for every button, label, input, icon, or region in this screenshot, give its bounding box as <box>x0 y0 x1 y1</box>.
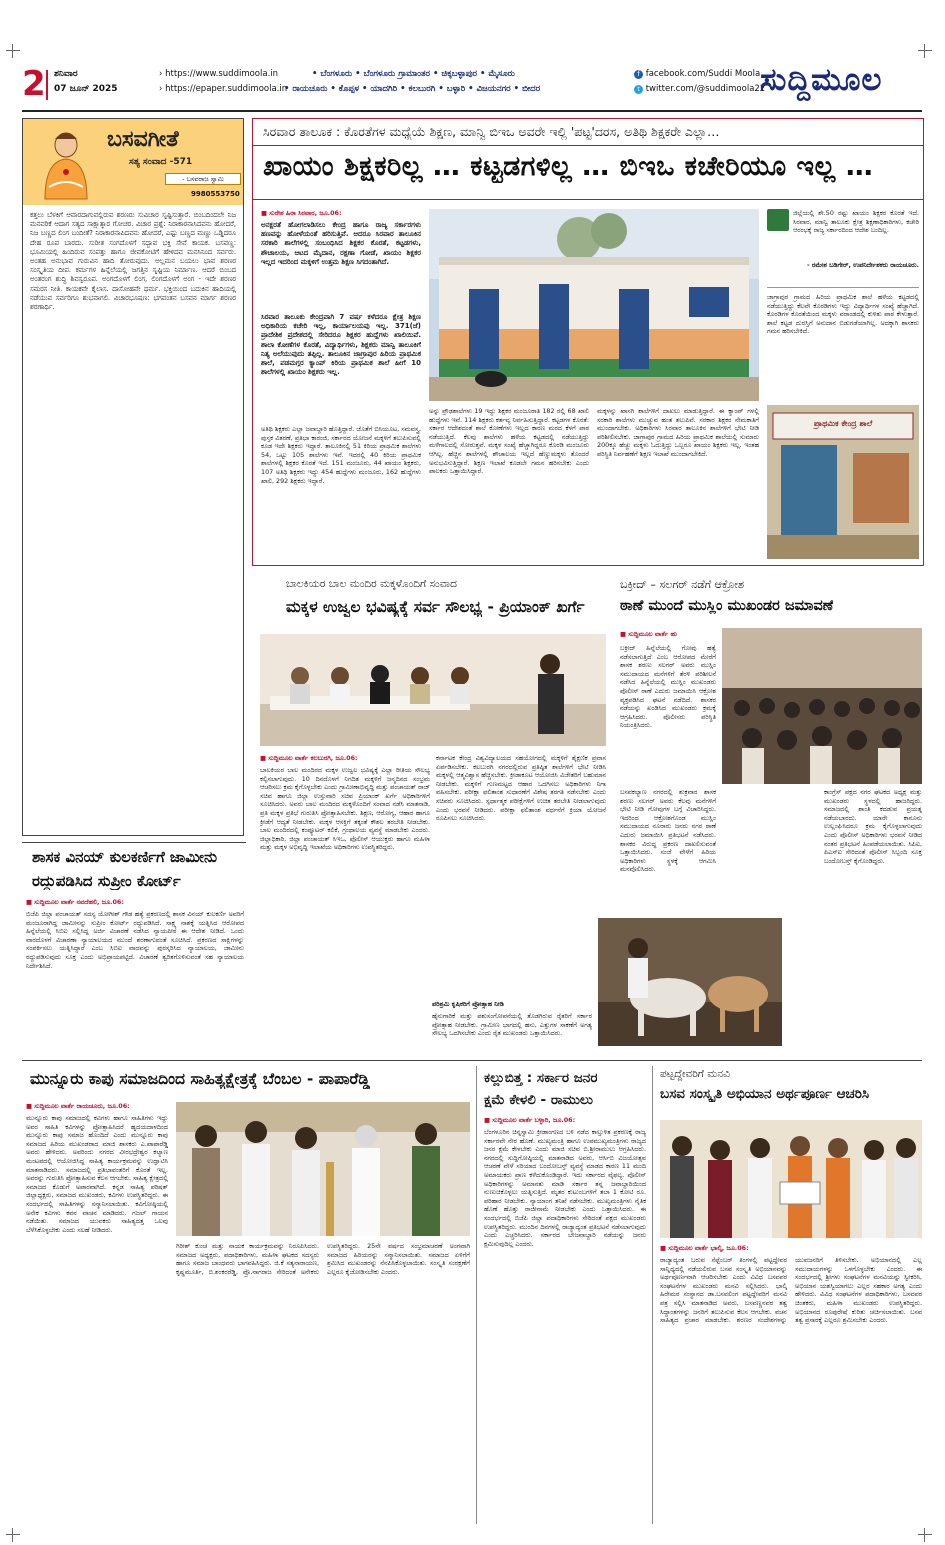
ramulu-story <box>480 1066 648 1524</box>
ramulu-byline: ■ ಸುದ್ದಿಮೂಲ ವಾರ್ತೆ ಬಳ್ಳಾರಿ, ಜೂ.06: <box>484 1116 576 1124</box>
basavageethe-author-bar: - ಬಸವರಾಜ ಸ್ವಾಮಿ <box>165 173 241 185</box>
schools-quote: ಜಿಲ್ಲೆಯಲ್ಲಿ ಶೇ.50 ರಷ್ಟು ಖಾಯಂ ಶಿಕ್ಷಕರ ಕೊರತೆ ಇದೆ. ಸಿರವಾರ, ಮಾನ್ವಿ ತಾಲೂಕು ಕ್ಷೇತ್ರ ಶಿಕ್ಷಣಾಧಿಕಾರಿಗಳು, ಕಚೇರಿ ಆರಂಭಕ್ಕೆ ರಾಜ್ಯ ಸರ್ಕಾರದಿಂದ ಆದೇಶ ಬಂದಿಲ್ಲ. <box>793 209 919 235</box>
basava-abhiyana-story <box>656 1066 924 1524</box>
abhiyana-kicker: ಪಟ್ಟದ್ದೇವರಿಗೆ ಮನವಿ <box>660 1068 730 1080</box>
cities-row-1: • ಬೆಂಗಳೂರು • ಬೆಂಗಳೂರು ಗ್ರಾಮಾಂತರ • ಚಿಕ್ಕಬಳ್ಳಾಪುರ • ಮೈಸೂರು <box>312 69 515 79</box>
farm-kicker: ಪರಿಶ್ರಮಿ ಕೃಷಿಕರಿಗೆ ಪ್ರೋತ್ಸಾಹ ನೀಡಿ <box>432 1000 504 1008</box>
basavanna-illustration <box>31 127 101 201</box>
bakrid-body-2: ಬಸವಕಲ್ಯಾಣ ನಗರದಲ್ಲಿ ಶುಕ್ರವಾರ ಶಾಸಕ ಶರಣು ಸಲಗರ್ ಅವರು ಕೆಲವು ಮನೆಗಳಿಗೆ ಭೇಟಿ ನೀಡಿ ಗೋವುಗಳ ಬಗ್ಗೆ ವಿಚಾರಿಸಿದ್ದರು. ಇದರಿಂದ ಆಕ್ರೋಶಗೊಂಡ ಮುಸ್ಲಿಂ ಸಮುದಾಯದ ನೂರಾರು ಜನರು ನಗರ ಠಾಣೆ ಎದುರು ಜಮಾಯಿಸಿ ಪ್ರತಿಭಟನೆ ನಡೆಸಿದರು. ಶಾಸಕರ ವಿರುದ್ಧ ಪ್ರಕರಣ ದಾಖಲಿಸುವಂತೆ ಒತ್ತಾಯಿಸಿದರು. ಸಂಜೆ ವೇಳೆಗೆ ಹಿರಿಯ ಅಧಿಕಾರಿಗಳು ಸ್ಥಳಕ್ಕೆ ಆಗಮಿಸಿ ಮನವೊಲಿಸಿದರು. <box>620 788 716 874</box>
farm-body: ಹೈನುಗಾರಿಕೆ ಮತ್ತು ಪಶುಸಂಗೋಪನೆಯಲ್ಲಿ ತೊಡಗಿರುವ ರೈತರಿಗೆ ಸರ್ಕಾರ ಪ್ರೋತ್ಸಾಹ ನೀಡಬೇಕು. ಗ್ರಾಮೀಣ ಭಾಗದಲ್ಲಿ ಹಸು, ಎತ್ತುಗಳ ಸಾಕಣೆಗೆ ಅಗತ್ಯ ಸೌಲಭ್ಯ ಒದಗಿಸಬೇಕು ಎಂದು ರೈತ ಮುಖಂಡರು ಒತ್ತಾಯಿಸಿದರು. <box>432 1012 592 1038</box>
schools-headline: ಖಾಯಂ ಶಿಕ್ಷಕರಿಲ್ಲ … ಕಟ್ಟಡಗಳಿಲ್ಲ … ಬಿಇಒ ಕಚೇರಿಯೂ ಇಲ್ಲ … <box>263 151 874 182</box>
kharge-meeting-photo <box>260 634 606 746</box>
kapu-event-photo <box>176 1102 470 1236</box>
basavageethe-box <box>22 118 244 836</box>
website-link[interactable]: › https://www.suddimoola.in <box>159 69 279 79</box>
ramulu-headline-1: ಕಲ್ಲುಬಿತ್ತ : ಸರ್ಕಾರ ಜನರ <box>484 1070 598 1086</box>
ramulu-headline-2: ಕ್ಷಮೆ ಕೇಳಲಿ - ರಾಮುಲು <box>484 1092 593 1108</box>
crowd-photo <box>722 628 922 784</box>
header-rule <box>22 110 922 112</box>
kulkarni-byline: ■ ಸುದ್ದಿಮೂಲ ವಾರ್ತೆ ನವದೆಹಲಿ, ಜೂ.06: <box>26 898 124 906</box>
kharge-story <box>252 578 610 1052</box>
cattle-photo <box>598 918 782 1046</box>
bakrid-kicker: ಬಕ್ರೀದ್ – ಸಲಗರ್ ನಡೆಗೆ ಆಕ್ರೋಶ <box>620 578 744 591</box>
schools-body-1: ಸಿರವಾರ ತಾಲೂಕು ಕೇಂದ್ರವಾಗಿ 7 ವರ್ಷ ಕಳೆದರೂ ಕ್ಷೇತ್ರ ಶಿಕ್ಷಣ ಅಧಿಕಾರಿಯ ಕಚೇರಿ ಇಲ್ಲ, ಕಾರ್ಯಾಲಯವು ಇಲ್ಲ. 371(ಜೆ) ಪ್ರಾದೇಶಿಕ ಪ್ರದೇಶದಲ್ಲಿ ಸೇರಿದರೂ ಶಿಕ್ಷಕರ ಹುದ್ದೆಗಳು ಖಾಲಿಯಿವೆ. ಶಾಲಾ ಕೋಣೆಗಳ ಕೊರತೆ, ವಿದ್ಯಾರ್ಥಿಗಳು, ಶಿಕ್ಷಕರು ಮಾನ್ವಿ ತಾಲೂಕಿಗೆ ನಿತ್ಯ ಅಲೆಯುವುದು ತಪ್ಪಿಲ್ಲ. ತಾಲೂಕಿನ ಜಾಗ್ರಾಪುರ ಹಿರಿಯ ಪ್ರಾಥಮಿಕ ಶಾಲೆ, ಪಡಮಗ್ಗರ ಕ್ಯಾಂಪ್ ಕಿರಿಯ ಪ್ರಾಥಮಿಕ ಶಾಲೆ ಹೀಗೆ 10 ಶಾಲೆಗಳಲ್ಲಿ ಖಾಯಂ ಶಿಕ್ಷಕರು ಇಲ್ಲ. <box>261 313 421 377</box>
crop-mark-bottom-left <box>6 1528 20 1542</box>
schools-side-text: ಜಾಗ್ರಾಪುರ ಗ್ರಾಮದ ಹಿರಿಯ ಪ್ರಾಥಮಿಕ ಶಾಲೆ ಹಳೆಯ ಕಟ್ಟಡದಲ್ಲಿ ನಡೆಯುತ್ತಿದ್ದು ಕೆಲವೇ ಕೊಠಡಿಗಳು ಇದ್ದು ವಿದ್ಯಾರ್ಥಿಗಳ ಸಂಖ್ಯೆ ಹೆಚ್ಚಾಗಿದೆ. ಕೊಠಡಿಗಳ ಕೊರತೆಯಿಂದ ಮಕ್ಕಳು ವರಾಂಡದಲ್ಲಿ ಕುಳಿತು ಪಾಠ ಕೇಳುತ್ತಾರೆ. ಶಾಲೆ ಕಟ್ಟಡ ದುರಸ್ತಿಗೆ ಅನುದಾನ ಬಿಡುಗಡೆಯಾಗಿಲ್ಲ. ಅದಕ್ಕಾಗಿ ಶಾಸಕರು ಗಮನ ಹರಿಸಬೇಕಿದೆ. <box>767 293 919 336</box>
arrow-icon: › <box>159 84 166 94</box>
kapu-headline: ಮುನ್ನೂರು ಕಾಪು ಸಮಾಜದಿಂದ ಸಾಹಿತ್ಯಕ್ಷೇತ್ರಕ್ಕೆ ಬೆಂಬಲ - ಪಾಪಾರೆಡ್ಡಿ <box>30 1070 370 1088</box>
twitter-icon: t <box>634 85 643 94</box>
kapu-byline: ■ ಸುದ್ದಿಮೂಲ ವಾರ್ತೆ ರಾಯಚೂರು, ಜೂ.06: <box>26 1102 130 1110</box>
basavageethe-title: ಬಸವಗೀತೆ <box>107 127 179 152</box>
cities-row-2: • ರಾಯಚೂರು • ಕೊಪ್ಪಳ • ಯಾದಗಿರಿ • ಕಲಬುರಗಿ • ಬಳ್ಳಾರಿ • ವಿಜಯನಗರ • ಬೀದರ <box>284 84 541 94</box>
issue-day: ಶನಿವಾರ <box>54 69 78 79</box>
schools-body-2: ಅತಿಥಿ ಶಿಕ್ಷಕರು ಎಲ್ಲಾ ಜವಾಬ್ದಾರಿ ಹೊತ್ತಿದ್ದಾರೆ. ಜೊತೆಗೆ ಬಿಸಿಯೂಟ, ಸಮವಸ್ತ್ರ, ಪುಸ್ತಕ ವಿತರಣೆ, ಪ್ರತಿಭಾ ಕಾರಂಜಿ, ಸರ್ಕಾರದ ಯೋಜನೆ ಮಕ್ಕಳಿಗೆ ತಲುಪಿಸುವಲ್ಲಿ ಕೂಡ ಇದೇ ಶಿಕ್ಷಕರು ಇದ್ದಾರೆ. ತಾಲೂಕಿನಲ್ಲಿ 51 ಕಿರಿಯ ಪ್ರಾಥಮಿಕ ಶಾಲೆಗಳು 54, ಒಟ್ಟು 105 ಶಾಲೆಗಳು ಇವೆ. ಇದರಲ್ಲಿ 40 ಕಿರಿಯ ಪ್ರಾಥಮಿಕ ಶಾಲೆಗಳಲ್ಲಿ ಶಿಕ್ಷಕರ ಕೊರತೆ ಇದೆ. 151 ಮಂಜೂರು, 44 ಖಾಯಂ ಶಿಕ್ಷಕರು, 107 ಅತಿಥಿ ಶಿಕ್ಷಕರು ಇದ್ದು 454 ಹುದ್ದೆಗಳು ಮಂಜೂರು, 162 ಹುದ್ದೆಗಳು ಖಾಲಿ, 292 ಶಿಕ್ಷಕರು ಇದ್ದಾರೆ. <box>261 425 421 485</box>
schools-body-4: ಮಕ್ಕಳನ್ನು ಖಾಸಗಿ ಶಾಲೆಗಳಿಗೆ ದಾಖಲು ಮಾಡುತ್ತಿದ್ದಾರೆ. ಈ ಕ್ಯಾಂಪ್ ಗಳಲ್ಲಿ ಸರಕಾರಿ ಶಾಲೆಗಳು ಮುಚ್ಚುವ ಹಂತ ತಲುಪಿವೆ. ಸರಕಾರ ಶಿಕ್ಷಕರ ನೇಮಕಾತಿಗೆ ಮುಂದಾಗಬೇಕು. ಅಧಿಕಾರಿಗಳು ಸಿರವಾರ ತಾಲೂಕಿನ ಶಾಲೆಗಳಿಗೆ ಭೇಟಿ ನೀಡಿ ಪರಿಶೀಲಿಸಬೇಕು. ಜಾಗ್ರಾಪುರ ಗ್ರಾಮದ ಹಿರಿಯ ಪ್ರಾಥಮಿಕ ಶಾಲೆಯಲ್ಲಿ ಸುಮಾರು 200ಕ್ಕೂ ಹೆಚ್ಚು ಮಕ್ಕಳು ಓದುತ್ತಿದ್ದು ಒಬ್ಬರೂ ಖಾಯಂ ಶಿಕ್ಷಕರು ಇಲ್ಲ. ಇಂತಹ ಪರಿಸ್ಥಿತಿ ನಿರ್ವಹಣೆಗೆ ಶಿಕ್ಷಣ ಇಲಾಖೆ ಮುಂದಾಗಬೇಕಿದೆ. <box>597 407 759 458</box>
officer-avatar <box>767 209 789 231</box>
kulkarni-headline-1: ಶಾಸಕ ವಿನಯ್ ಕುಲಕರ್ಣಿಗೆ ಜಾಮೀನು <box>32 848 218 866</box>
schools-kicker: ಸಿರವಾರ ತಾಲೂಕ : ಕೊರತೆಗಳ ಮಧ್ಯೆಯೆ ಶಿಕ್ಷಣ, ಮಾನ್ವಿ ಬಿಇಒ ಅವರೇ ಇಲ್ಲಿ 'ಪಟ್ಟ'ದರಸ, ಅತಿಥಿ ಶಿಕ್ಷಕರೇ ಎಲ್ಲಾ… <box>263 124 720 139</box>
school-building-photo <box>429 209 759 401</box>
kharge-headline: ಮಕ್ಕಳ ಉಜ್ವಲ ಭವಿಷ್ಯಕ್ಕೆ ಸರ್ವ ಸೌಲಭ್ಯ - ಪ್ರಿಯಾಂಕ್ ಖರ್ಗೆ <box>286 598 585 616</box>
issue-date: 07 ಜೂನ್ 2025 <box>54 84 118 94</box>
schools-quote-box <box>767 209 919 285</box>
facebook-link[interactable]: f facebook.com/Suddi Moola <box>634 69 760 79</box>
kharge-body-2: ಕರ್ನಾಟಕ ಕೇಂದ್ರ ವಿಶ್ವವಿದ್ಯಾಲಯದ ಸಹಯೋಗದಲ್ಲಿ ಮಕ್ಕಳಿಗೆ ಶೈಕ್ಷಣಿಕ ಪ್ರವಾಸ ಏರ್ಪಡಿಸಬೇಕು. ಕಲಬುರಗಿ ನಗರದಲ್ಲಿರುವ ಪ್ರತಿಷ್ಠಿತ ಶಾಲೆಗಳಿಗೆ ಭೇಟಿ ನೀಡಿಸಿ ಮಕ್ಕಳಲ್ಲಿ ಆತ್ಮವಿಶ್ವಾಸ ಹೆಚ್ಚಿಸಬೇಕು. ಕ್ರೀಡಾಕೂಟ ಆಯೋಜಿಸಿ ವಿಜೇತರಿಗೆ ಬಹುಮಾನ ನೀಡಬೇಕು. ಮಕ್ಕಳಿಗೆ ಗುಣಮಟ್ಟದ ಆಹಾರ ಒದಗಿಸಲು ಅಧಿಕಾರಿಗಳು ನಿಗಾ ವಹಿಸಬೇಕು. ಪರೀಕ್ಷಾ ಫಲಿತಾಂಶ ಸುಧಾರಣೆಗೆ ವಿಶೇಷ ತರಗತಿ ನಡೆಸಬೇಕು ಎಂದು ಸಚಿವರು ಸೂಚಿಸಿದರು. ಸ್ಪರ್ಧಾತ್ಮಕ ಪರೀಕ್ಷೆಗಳಿಗೆ ಉಚಿತ ತರಬೇತಿ ನೀಡಲಾಗುವುದು ಎಂದು ಭರವಸೆ ನೀಡಿದರು. ಪರೀಕ್ಷಾ ಫಲಿತಾಂಶ ವರ್ಧನೆಗೆ ಕ್ರಿಯಾ ಯೋಜನೆ ರೂಪಿಸಲು ಸೂಚಿಸಿದರು. <box>436 754 606 823</box>
kapu-body: ಮುನ್ನೂರು ಕಾಪು ಸಮಾಜದಲ್ಲಿ ಕವಿಗಳು ಹಾಗೂ ಸಾಹಿತಿಗಳು ಇದ್ದು ಅವರ ಸಾಹಿತಿ ಕವಿಗಳನ್ನು ಪ್ರೋತ್ಸಾಹಿಸಿದರೆ ಹೃದಯದಾಳದಿಂದ ಮುನ್ನೂರು ಕಾಪು ಸಮಾಜ ಹೊಂದಿದೆ ಎಂದು ಮುನ್ನೂರು ಕಾಪು ಸಮಾಜದ ಹಿರಿಯ ಮುಖಂಡರಾದ ಮಾಜಿ ಶಾಸಕರು ಎ.ಪಾಪಾರೆಡ್ಡಿ ಅವರು ಹೇಳಿದರು. ಅವರಿಂದು ನಗರದ ವೀರಭದ್ರೇಶ್ವರ ಕಲ್ಯಾಣ ಮಂಟಪದಲ್ಲಿ ಆಯೋಜಿಸಿದ್ದ ಸಾಹಿತ್ಯ ಕಾರ್ಯಕ್ರಮವನ್ನು ಉದ್ಘಾಟಿಸಿ ಮಾತನಾಡಿದರು. ಸಮಾಜದಲ್ಲಿ ಪ್ರತಿಭಾವಂತರಿಗೆ ಕೊರತೆ ಇಲ್ಲ. ಅವರನ್ನು ಗುರುತಿಸಿ ಪ್ರೋತ್ಸಾಹಿಸುವ ಕೆಲಸ ಆಗಬೇಕು. ಸಾಹಿತ್ಯ ಕ್ಷೇತ್ರದಲ್ಲಿ ಸಮಾಜದ ಕೊಡುಗೆ ಅಪಾರವಾಗಿದೆ. ಕನ್ನಡ ಸಾಹಿತ್ಯ ಪರಿಷತ್ ಜಿಲ್ಲಾಧ್ಯಕ್ಷರು, ಸಮಾಜದ ಮುಖಂಡರು, ಕವಿಗಳು ಉಪಸ್ಥಿತರಿದ್ದರು. ಈ ಸಂದರ್ಭದಲ್ಲಿ ಸಾಹಿತಿಗಳನ್ನು ಸನ್ಮಾನಿಸಲಾಯಿತು. ಕವಿಗೋಷ್ಠಿಯಲ್ಲಿ ಅನೇಕ ಕವಿಗಳು ಕವನ ವಾಚನ ಮಾಡಿದರು. ಗಜಲ್ ಗಾಯನ ನಡೆಯಿತು. ಸಮಾಜದ ಯುವಕರು ಸಾಹಿತ್ಯದತ್ತ ಒಲವು ಬೆಳೆಸಿಕೊಳ್ಳಬೇಕು ಎಂದು ಸಲಹೆ ನೀಡಿದರು. <box>26 1114 168 1234</box>
arrow-icon: › <box>159 69 166 79</box>
abhiyana-body: ರಾಜ್ಯಾದ್ಯಂತ ಬರುವ ಸೆಪ್ಟೆಂಬರ್ ತಿಂಗಳಲ್ಲಿ ಪಟ್ಟದ್ದೇವರ ಸಾನ್ನಿಧ್ಯದಲ್ಲಿ ನಡೆಯಲಿರುವ ಬಸವ ಸಂಸ್ಕೃತಿ ಅಭಿಯಾನವನ್ನು ಅರ್ಥಪೂರ್ಣವಾಗಿ ಆಚರಿಸಬೇಕು ಎಂದು ವಿವಿಧ ಬಸವಪರ ಸಂಘಟನೆಗಳ ಮುಖಂಡರು ಮನವಿ ಸಲ್ಲಿಸಿದರು. ಭಾಲ್ಕಿ ಹಿರೇಮಠ ಸಂಸ್ಥಾನದ ಡಾ.ಬಸವಲಿಂಗ ಪಟ್ಟದ್ದೇವರಿಗೆ ಮನವಿ ಪತ್ರ ಸಲ್ಲಿಸಿ ಮಾತನಾಡಿದ ಅವರು, ಬಸವಣ್ಣನವರ ತತ್ವ ಸಿದ್ಧಾಂತಗಳನ್ನು ಜನರಿಗೆ ತಲುಪಿಸುವ ಕೆಲಸ ಆಗಬೇಕು. ವಚನ ಸಾಹಿತ್ಯದ ಪ್ರಚಾರ ಮಾಡಬೇಕು. ಶರಣರ ಸಂದೇಶಗಳನ್ನು ಯುವಜನರಿಗೆ ತಿಳಿಸಬೇಕು. ಅಭಿಯಾನದಲ್ಲಿ ಎಲ್ಲ ಸಮುದಾಯಗಳನ್ನು ಒಳಗೊಳ್ಳಬೇಕು ಎಂದರು. ಈ ಸಂದರ್ಭದಲ್ಲಿ ಶ್ರೀಗಳು ಸಂಘಟನೆಗಳ ಮನವಿಯನ್ನು ಸ್ವೀಕರಿಸಿ, ಅಭಿಯಾನ ಯಶಸ್ವಿಯಾಗಲು ಎಲ್ಲರ ಸಹಕಾರ ಅಗತ್ಯ ಎಂದು ಹೇಳಿದರು. ವಿವಿಧ ಸಂಘಟನೆಗಳ ಪದಾಧಿಕಾರಿಗಳು, ಬಸವಪರ ಚಿಂತಕರು, ಮಹಿಳಾ ಮುಖಂಡರು ಉಪಸ್ಥಿತರಿದ್ದರು. ಅಭಿಯಾನದ ರೂಪುರೇಷೆ ಕುರಿತು ಚರ್ಚಿಸಲಾಯಿತು. ಬಸವ ತತ್ವ ಪ್ರಸಾರಕ್ಕೆ ಎಲ್ಲರೂ ಶ್ರಮಿಸಬೇಕು ಎಂದರು. <box>660 1256 922 1325</box>
schools-quote-author: - ರಮೇಶ ಬಡಿಗೇರ್, ಉಪನಿರ್ದೇಶಕರು ರಾಯಚೂರು. <box>806 261 919 269</box>
school-sign-photo: ಪ್ರಾಥಮಿಕ ಕೇಂದ್ರ ಶಾಲೆ <box>767 405 919 559</box>
basavageethe-banner <box>23 119 243 205</box>
kapu-story <box>22 1066 472 1524</box>
ramulu-body: ಬೆಂಗಳೂರಿನ ಚಿನ್ನಸ್ವಾಮಿ ಕ್ರೀಡಾಂಗಣದ ಬಳಿ ನಡೆದ ಕಾಲ್ತುಳಿತ ಪ್ರಕರಣಕ್ಕೆ ರಾಜ್ಯ ಸರ್ಕಾರವೇ ನೇರ ಹೊಣೆ. ಮುಖ್ಯಮಂತ್ರಿ ಹಾಗೂ ಉಪಮುಖ್ಯಮಂತ್ರಿಗಳು ರಾಜ್ಯದ ಜನರ ಕ್ಷಮೆ ಕೇಳಬೇಕು ಎಂದು ಮಾಜಿ ಸಚಿವ ಬಿ.ಶ್ರೀರಾಮುಲು ಆಗ್ರಹಿಸಿದರು. ನಗರದಲ್ಲಿ ಸುದ್ದಿಗೋಷ್ಠಿಯಲ್ಲಿ ಮಾತನಾಡಿದ ಅವರು, ಆರ್ಸಿಬಿ ವಿಜಯೋತ್ಸವ ಆಚರಣೆ ವೇಳೆ ಸರಿಯಾದ ಬಂದೋಬಸ್ತ್ ವ್ಯವಸ್ಥೆ ಮಾಡದ ಕಾರಣ 11 ಮಂದಿ ಅಮಾಯಕರು ಪ್ರಾಣ ಕಳೆದುಕೊಂಡಿದ್ದಾರೆ. ಇದು ಸರ್ಕಾರದ ವೈಫಲ್ಯ. ಪೊಲೀಸ್ ಅಧಿಕಾರಿಗಳನ್ನು ಅಮಾನತು ಮಾಡಿ ಸರ್ಕಾರ ತನ್ನ ಜವಾಬ್ದಾರಿಯಿಂದ ನುಣುಚಿಕೊಳ್ಳಲು ಯತ್ನಿಸುತ್ತಿದೆ. ಮೃತರ ಕುಟುಂಬಗಳಿಗೆ ತಲಾ 1 ಕೋಟಿ ರೂ. ಪರಿಹಾರ ನೀಡಬೇಕು. ನ್ಯಾಯಾಂಗ ತನಿಖೆ ನಡೆಸಬೇಕು. ಮುಖ್ಯಮಂತ್ರಿಗಳು ನೈತಿಕ ಹೊಣೆ ಹೊತ್ತು ರಾಜೀನಾಮೆ ನೀಡಬೇಕು ಎಂದು ಒತ್ತಾಯಿಸಿದರು. ಈ ಸಂದರ್ಭದಲ್ಲಿ ಬಿಜೆಪಿ ಜಿಲ್ಲಾ ಪದಾಧಿಕಾರಿಗಳು ಸೇರಿದಂತೆ ಪಕ್ಷದ ಮುಖಂಡರು ಉಪಸ್ಥಿತರಿದ್ದರು. ಮುಂದಿನ ದಿನಗಳಲ್ಲಿ ರಾಜ್ಯಾದ್ಯಂತ ಪ್ರತಿಭಟನೆ ನಡೆಸಲಾಗುವುದು ಎಂದು ಎಚ್ಚರಿಸಿದರು. ಸರ್ಕಾರದ ಬೇಜವಾಬ್ದಾರಿ ನಡೆಯನ್ನು ಜನರು ಕ್ಷಮಿಸುವುದಿಲ್ಲ ಎಂದರು. <box>484 1128 646 1248</box>
schools-lead: ಅನಕ್ಷರತೆ ಹೋಗಲಾಡಿಸಲು ಕೇಂದ್ರ ಹಾಗೂ ರಾಜ್ಯ ಸರ್ಕಾರಗಳು ಹಣವನ್ನು ಹೋಳೆಯಂತೆ ಹರಿಸುತ್ತಿವೆ. ಆದರೂ ಸಿರವಾರ ತಾಲೂಕಿನ ಸರಕಾರಿ ಶಾಲೆಗಳಲ್ಲಿ ಸಂಬಂಧಿಸಿದ ಶಿಕ್ಷಕರ ಕೊರತೆ, ಕಟ್ಟಡಗಳು, ಶೌಚಾಲಯ, ಆಟದ ಮೈದಾನ, ರಕ್ಷಣಾ ಗೋಡೆ, ಖಾಯಂ ಶಿಕ್ಷಕರ ಇಲ್ಲದ ಇದರಿಂದ ಮಕ್ಕಳಿಗೆ ಉತ್ತಮ ಶಿಕ್ಷಣ ಸಿಗದಂತಾಗಿದೆ. <box>261 221 421 266</box>
kharge-byline: ■ ಸುದ್ದಿಮೂಲ ವಾರ್ತೆ ಕಲಬುರಗಿ, ಜೂ.06: <box>260 754 358 762</box>
epaper-link[interactable]: › https://epaper.suddimoola.in <box>159 84 288 94</box>
masthead-logo: ಸುದ್ದಿಮೂಲ <box>760 62 883 98</box>
kapu-body-2: ಗಿರೀಶ್ ಕುಂಚ ಮತ್ತು ನಾಯಕ ಕಾರ್ಯಕ್ರಮವನ್ನು ನಿರೂಪಿಸಿದರು. ಸಮಾಜದ ಅಧ್ಯಕ್ಷರು, ಪದಾಧಿಕಾರಿಗಳು, ಮಹಿಳಾ ಘಟಕದ ಸದಸ್ಯರು ಹಾಗೂ ಸಮಾಜ ಬಾಂಧವರು ಭಾಗವಹಿಸಿದ್ದರು. ಜಿ.ಕೆ ಸತ್ಯನಾರಾಯಣ, ಕೃಷ್ಣಮೂರ್ತಿ, ಬಿ.ಶಂಕರರೆಡ್ಡಿ, ಪ್ರೊ.ನಾಗರಾಜ ಸೇರಿದಂತೆ ಅನೇಕರು ಉಪಸ್ಥಿತರಿದ್ದರು. 25ನೇ ವರ್ಷದ ಸಂಭ್ರಮಾಚರಣೆ ಅಂಗವಾಗಿ ಸಮಾಜದ ಹಿರಿಯರನ್ನು ಸನ್ಮಾನಿಸಲಾಯಿತು. ಸಮಾಜದ ಏಳಿಗೆಗೆ ಶ್ರಮಿಸಿದ ಮುಖಂಡರನ್ನು ನೆನಪಿಸಿಕೊಳ್ಳಲಾಯಿತು. ಸಂಸ್ಕೃತಿ ಸಂರಕ್ಷಣೆಗೆ ಎಲ್ಲರೂ ಕೈಜೋಡಿಸಬೇಕು ಎಂದರು. <box>176 1242 470 1276</box>
abhiyana-byline: ■ ಸುದ್ದಿಮೂಲ ವಾರ್ತೆ ಭಾಲ್ಕಿ, ಜೂ.06: <box>660 1244 749 1252</box>
crop-mark-right <box>918 44 932 58</box>
basavageethe-body: ಕತ್ತಲು ಬೆಳಕಿಗೆ ಆವಾರದಾಗುವಲ್ಲಿರುವ ಶರಣರು ಸುವಿಚಾರ ಸೃಷ್ಟಿಸುತ್ತಾರೆ. ಬಿಂಬದಿಂದಲೇ ನಿಜ ಮನವರಿಕೆ ಆದಾಗ ಸತ್ಯದ ಸಾಕ್ಷಾತ್ಕಾರ ಗೋಚರ. ವಿಚಾರ ಪ್ರಶ್ನೆ: ನಿರಾಕಾರನಾಸಿದವನು ಹೋದರೆ, ನಿಜ ಬಣ್ಣದ ಲಿಂಗ ಬಂದೀತೆ? ನಿರಾಕಾರನಾಪಿದವನು ಹೋದರೆ, ಎಷ್ಟು ಬಣ್ಣದ ಮಣ್ಣು ಒಡ್ಡಿದರೂ ದೇಹ ರೂಪ ಬಾರದು. ಸುರೀತ ಸಂಗದೊಳಗೆ ಸದ್ಭಾವ ಭಕ್ತಿ ಸೇವೆ ಕಾಯಕ. ಬಸವಣ್ಣ: ಭೂಮಿಯಲ್ಲಿ ಹಿಂದಿರುವ ಸಂಪತ್ತು ಹಾಗೂ ಜೀವಕೋಟಿಗೆ ಹೇಳಿದವ ಮನಸಿನಿಂದ ಸರ್ವರು. ಅಂತಹ ಅನುಭಾವ ಗುರುವಿನ ಹಾದಿ ತೋರುವುದು. ಅಲ್ಲಮನ ಬಯಲು ಭಾವ ಶರಣರ ಸಂಸ್ಕೃತಿಯ ದೀಪ. ಕರ್ಮಗಳ ಹಿನ್ನೆಲೆಯಲ್ಲಿ ಜಗತ್ತಿನ ಸೃಷ್ಟಿಯ ನಿರ್ಮಾಣ. ಆದರೆ ಬಿಂಬದ ಅಂತರಂಗ ಶುದ್ಧಿ ಶಿವಸ್ವರೂಪ. ಅಂಗದೊಳಗೆ ಲಿಂಗ, ಲಿಂಗದೊಳಗೆ ಅಂಗ - ಇದೇ ಶರಣರ ಸಮರಸ ನೀತಿ. ಕಾಯಕವೇ ಕೈಲಾಸ. ದಾಸೋಹವೇ ಧರ್ಮ. ಭಕ್ತಿಯಿಂದ ಬದುಕಿನ ಹಾದಿಯಲ್ಲಿ ನಡೆಯುವ ಸರ್ವರಿಗೂ ಶುಭವಾಗಲಿ. ವಿಚಾರಭೂಷಣ: ಭಗವಂತನ ಬಸವನ ಮಾರ್ಗ ಶರಣರ ಶರಣಾರ್ಥಿ. <box>30 211 236 312</box>
bakrid-body-3: ಕಾಂಗ್ರೆಸ್ ಪಕ್ಷದ ನಗರ ಘಟಕದ ಅಧ್ಯಕ್ಷ ಮತ್ತು ಮುಖಂಡರು ಸ್ಥಳದಲ್ಲಿ ಹಾಜರಿದ್ದರು. ಸಮಾಜದಲ್ಲಿ ಶಾಂತಿ ಕದಡುವ ಪ್ರಯತ್ನ ನಡೆಯಬಾರದು. ಯಾರೇ ಕಾನೂನು ಉಲ್ಲಂಘಿಸಿದರೂ ಕ್ರಮ ಕೈಗೊಳ್ಳಲಾಗುವುದು ಎಂದು ಪೊಲೀಸ್ ಅಧಿಕಾರಿಗಳು ಭರವಸೆ ನೀಡಿದ ನಂತರ ಪ್ರತಿಭಟನೆ ಹಿಂಪಡೆಯಲಾಯಿತು. ಸಿಪಿಐ, ಪಿಎಸ್ಐ ಸೇರಿದಂತೆ ಪೊಲೀಸ್ ಸಿಬ್ಬಂದಿ ಸೂಕ್ತ ಬಂದೋಬಸ್ತ್ ಕೈಗೊಂಡಿದ್ದರು. <box>824 788 922 865</box>
crop-mark-bottom-right <box>918 1528 932 1542</box>
schools-byline: ■ ಸುರೇಶ ಹಿರಾ ಸಿರವಾರ, ಜೂ.06: <box>261 209 342 217</box>
schools-story <box>252 118 924 566</box>
kharge-kicker: ಬಾಲಕಿಯರ ಬಾಲ ಮಂದಿರ ಮಕ್ಕಳೊಂದಿಗೆ ಸಂವಾದ <box>286 578 457 590</box>
facebook-icon: f <box>634 70 643 79</box>
bakrid-body: ಬಕ್ರೀದ್ ಹಿನ್ನೆಲೆಯಲ್ಲಿ ಗೋವು ಹತ್ಯೆ ನಡೆಸಲಾಗುತ್ತಿದೆ ಎಂಬ ಆರೋಪದ ಮೇರೆಗೆ ಶಾಸಕ ಶರಣು ಸಲಗರ್ ಅವರು ಮುಸ್ಲಿಂ ಸಮುದಾಯದ ಮನೆಗಳಿಗೆ ತೆರಳಿ ಪರಿಶೀಲನೆ ನಡೆಸಿದ ಹಿನ್ನೆಲೆಯಲ್ಲಿ ಮುಸ್ಲಿಂ ಮುಖಂಡರು ಪೊಲೀಸ್ ಠಾಣೆ ಎದುರು ಜಮಾಯಿಸಿ ಆಕ್ರೋಶ ವ್ಯಕ್ತಪಡಿಸಿದ ಘಟನೆ ನಡೆದಿದೆ. ಶಾಸಕರ ನಡೆಯನ್ನು ಖಂಡಿಸಿದ ಮುಖಂಡರು ಕ್ರಮಕ್ಕೆ ಆಗ್ರಹಿಸಿದರು. ಪೊಲೀಸರು ಪರಿಸ್ಥಿತಿ ನಿಯಂತ್ರಿಸಿದರು. <box>620 644 716 730</box>
page-number: 2 <box>22 64 46 104</box>
schools-body-3: ಅನ್ನು ಪ್ರೌಢಶಾಲೆಗಳು 19 ಇದ್ದು ಶಿಕ್ಷಕರ ಮಂಜೂರಾತಿ 182 ರಲ್ಲಿ 68 ಖಾಲಿ ಹುದ್ದೆಗಳು ಇವೆ. 114 ಶಿಕ್ಷಕರು ಕರ್ತವ್ಯ ನಿರ್ವಹಿಸುತ್ತಿದ್ದಾರೆ. ಕಟ್ಟಡಗಳ ಕೊರತೆ: ಸರ್ಕಾರ ಆದೇಶದಂತೆ ಶಾಲೆ ಕೋಣೆಗಳು ಇಲ್ಲದ ಕಾರಣ ಮರದ ಕೆಳಗೆ ಪಾಠ ನಡೆಯುತ್ತಿದೆ. ಕೆಲವು ಶಾಲೆಗಳು ಹಳೆಯ ಕಟ್ಟಡದಲ್ಲಿ ನಡೆಯುತ್ತಿದ್ದು ಮಳೆಗಾಲದಲ್ಲಿ ಸೋರುತ್ತವೆ. ಮಕ್ಕಳ ಸಂಖ್ಯೆ ಹೆಚ್ಚಾಗಿದ್ದರೂ ಕೊಠಡಿ ಮಂಜೂರು ಆಗಿಲ್ಲ. ಹೆಚ್ಚಿನ ಶಾಲೆಗಳಲ್ಲಿ ಶೌಚಾಲಯ ಇಲ್ಲದೆ ಹೆಣ್ಣುಮಕ್ಕಳು ತೊಂದರೆ ಅನುಭವಿಸುತ್ತಿದ್ದಾರೆ. ಶಿಕ್ಷಣ ಇಲಾಖೆ ಕೂಡಲೇ ಗಮನ ಹರಿಸಬೇಕು ಎಂದು ಪಾಲಕರು ಒತ್ತಾಯಿಸಿದ್ದಾರೆ. <box>429 407 589 476</box>
basavageethe-phone: 9980553750 <box>191 190 240 198</box>
twitter-link[interactable]: t twitter.com/@suddimoola22 <box>634 84 765 94</box>
abhiyana-headline: ಬಸವ ಸಂಸ್ಕೃತಿ ಅಭಿಯಾನ ಅರ್ಥಪೂರ್ಣ ಆಚರಿಸಿ <box>660 1086 870 1102</box>
crop-mark-left <box>6 44 20 58</box>
bakrid-headline: ಠಾಣೆ ಮುಂದೆ ಮುಸ್ಲಿಂ ಮುಖಂಡರ ಜಮಾವಣೆ <box>620 598 834 614</box>
kharge-body: ಬಾಲಕಿಯರ ಬಾಲ ಮಂದಿರದ ಮಕ್ಕಳ ಉಜ್ವಲ ಭವಿಷ್ಯಕ್ಕೆ ಎಲ್ಲಾ ರೀತಿಯ ಸೌಲಭ್ಯ ಕಲ್ಪಿಸಲಾಗುವುದು. 10 ದಿನದೊಳಗೆ ನಿಗದಿತ ಮಕ್ಕಳಿಗೆ ಜನ್ಮದಿನದ ಸಂಭ್ರಮ ಆಚರಿಸಲು ಕ್ರಮ ಕೈಗೊಳ್ಳಬೇಕು ಎಂದು ಗ್ರಾಮೀಣಾಭಿವೃದ್ಧಿ ಮತ್ತು ಪಂಚಾಯತ್ ರಾಜ್ ಸಚಿವ ಹಾಗೂ ಜಿಲ್ಲಾ ಉಸ್ತುವಾರಿ ಸಚಿವ ಪ್ರಿಯಾಂಕ್ ಖರ್ಗೆ ಅಧಿಕಾರಿಗಳಿಗೆ ಸೂಚಿಸಿದರು. ಅವರು ಬಾಲ ಮಂದಿರದ ಮಕ್ಕಳೊಂದಿಗೆ ಸಂವಾದ ನಡೆಸಿ ಮಾತನಾಡಿ, ಪ್ರತಿ ಮಕ್ಕಳ ಪ್ರತಿಭೆ ಗುರುತಿಸಿ ಪ್ರೋತ್ಸಾಹಿಸಬೇಕು. ಶಿಕ್ಷಣ, ಆರೋಗ್ಯ, ಆಹಾರ ಹಾಗೂ ಕ್ರೀಡೆಗೆ ಆದ್ಯತೆ ನೀಡಬೇಕು. ಮಕ್ಕಳ ಆಸಕ್ತಿಗೆ ತಕ್ಕಂತೆ ಕೌಶಲ ತರಬೇತಿ ನೀಡಬೇಕು. ಬಾಲ ಮಂದಿರದಲ್ಲಿ ಕಂಪ್ಯೂಟರ್ ಕಲಿಕೆ, ಗ್ರಂಥಾಲಯ ವ್ಯವಸ್ಥೆ ಮಾಡಬೇಕು ಎಂದರು. ಜಿಲ್ಲಾಧಿಕಾರಿ, ಜಿಲ್ಲಾ ಪಂಚಾಯತ್ ಸಿಇಒ, ಪೊಲೀಸ್ ಆಯುಕ್ತರು ಹಾಗೂ ಮಹಿಳಾ ಮತ್ತು ಮಕ್ಕಳ ಅಭಿವೃದ್ಧಿ ಇಲಾಖೆಯ ಅಧಿಕಾರಿಗಳು ಉಪಸ್ಥಿತರಿದ್ದರು. <box>260 766 430 852</box>
abhiyana-photo <box>660 1120 922 1238</box>
kulkarni-body: ಬಿಜೆಪಿ ಜಿಲ್ಲಾ ಪಂಚಾಯತ್ ಸದಸ್ಯ ಯೋಗೀಶ್ ಗೌಡ ಹತ್ಯೆ ಪ್ರಕರಣದಲ್ಲಿ ಶಾಸಕ ವಿನಯ್ ಕುಲಕರ್ಣಿ ಅವರಿಗೆ ಮಂಜೂರಾಗಿದ್ದ ಜಾಮೀನನ್ನು ಸುಪ್ರೀಂ ಕೋರ್ಟ್ ರದ್ದುಪಡಿಸಿದೆ. ಸಾಕ್ಷ್ಯ ನಾಶಕ್ಕೆ ಯತ್ನಿಸಿದ ಆರೋಪದ ಹಿನ್ನೆಲೆಯಲ್ಲಿ ಸಿಬಿಐ ಸಲ್ಲಿಸಿದ್ದ ಅರ್ಜಿ ವಿಚಾರಣೆ ನಡೆಸಿದ ನ್ಯಾಯಪೀಠ ಈ ಆದೇಶ ನೀಡಿದೆ. ಒಂದು ವಾರದೊಳಗೆ ವಿಚಾರಣಾ ನ್ಯಾಯಾಲಯದ ಮುಂದೆ ಶರಣಾಗುವಂತೆ ಸೂಚಿಸಿದೆ. ಪ್ರಕರಣದ ಸಾಕ್ಷಿಗಳನ್ನು ಸಂಪರ್ಕಿಸಲು ಯತ್ನಿಸಿದ್ದಾರೆ ಎಂಬ ಸಿಬಿಐ ವಾದವನ್ನು ಪುರಸ್ಕರಿಸಿದ ನ್ಯಾಯಾಲಯ, ಜಾಮೀನು ರದ್ದುಪಡಿಸುವುದು ಸೂಕ್ತ ಎಂದು ಅಭಿಪ್ರಾಯಪಟ್ಟಿದೆ. ವಿಚಾರಣೆ ತ್ವರಿತಗೊಳಿಸುವಂತೆ ಸಹ ನ್ಯಾಯಾಲಯ ನಿರ್ದೇಶಿಸಿದೆ. <box>26 910 244 970</box>
basavageethe-series: ಸತ್ಯ ಸಂವಾದ -571 <box>129 157 193 167</box>
page-header <box>22 62 922 108</box>
bakrid-byline: ■ ಸುದ್ದಿಮೂಲ ವಾರ್ತೆ ಹು <box>620 630 677 638</box>
kulkarni-headline-2: ರದ್ದುಪಡಿಸಿದ ಸುಪ್ರೀಂ ಕೋರ್ಟ್ <box>32 872 181 890</box>
kulkarni-story <box>22 842 246 1054</box>
